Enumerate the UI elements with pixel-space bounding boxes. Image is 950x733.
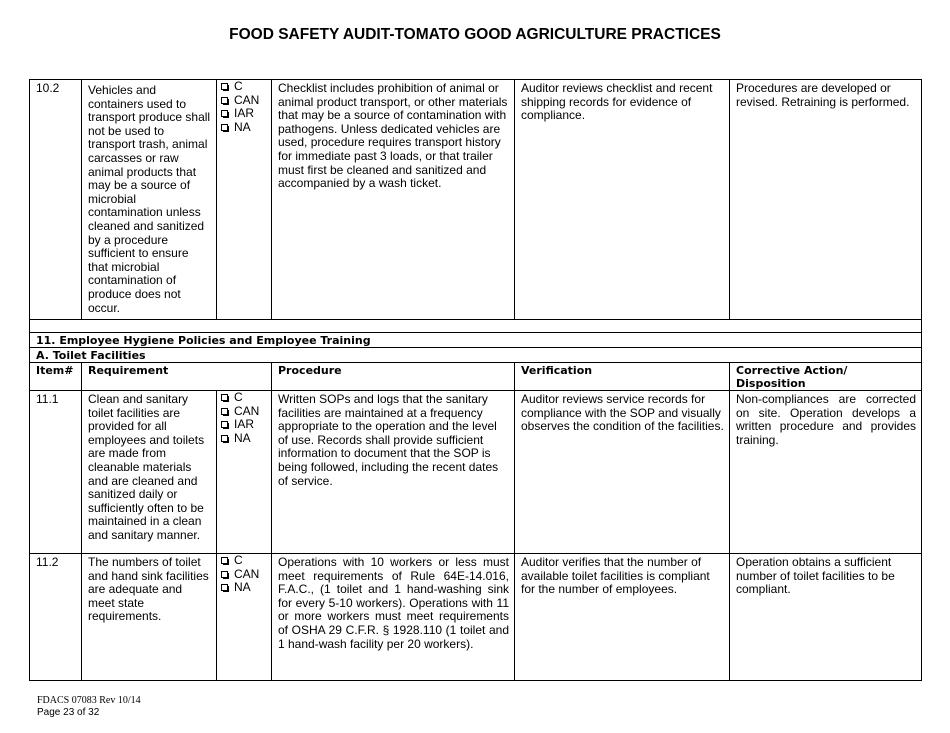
checkbox-cell	[217, 554, 272, 681]
checkbox-icon[interactable]	[221, 408, 228, 415]
spacer-row	[30, 320, 922, 333]
form-code: FDACS 07083 Rev 10/14	[37, 695, 141, 706]
checkbox-group	[221, 391, 269, 445]
verification-cell: Auditor reviews service records for compliance with the SOP and visually observes the condition of the facilities.	[515, 391, 730, 554]
item-number: 11.1	[30, 391, 82, 554]
corrective-cell: Non-compliances are corrected on site. Operation develops a written procedure and provides training.	[730, 391, 922, 554]
checkbox-icon[interactable]	[221, 394, 228, 401]
checkbox-icon[interactable]	[221, 83, 228, 90]
verification-cell: Auditor reviews checklist and recent shipping records for evidence of compliance.	[515, 80, 730, 320]
column-header-procedure: Procedure	[272, 363, 515, 391]
corrective-cell: Operation obtains a sufficient number of toilet facilities to be compliant.	[730, 554, 922, 681]
checkbox-icon[interactable]	[221, 584, 228, 591]
requirement-cell: The numbers of toilet and hand sink facilities are adequate and meet state requirements.	[82, 554, 217, 681]
procedure-cell: Operations with 10 workers or less must meet requirements of Rule 64E-14.016, F.A.C., (1 toilet and 1 hand-washing sink for every 5-10 workers). Operations with 11 or more workers must meet requirements of OSHA 29 C.F.R. § 1928.110 (1 toilet and 1 hand-wash facility per 20 workers).	[272, 554, 515, 681]
table-row	[30, 391, 922, 554]
checkbox-icon[interactable]	[221, 421, 228, 428]
procedure-cell: Checklist includes prohibition of animal or animal product transport, or other materials that may be a source of contamination with pathogens. Unless dedicated vehicles are used, procedure requires transport history for immediate past 3 loads, or that trailer must first be cleaned and sanitized and accompanied by a wash ticket.	[272, 80, 515, 320]
checkbox-icon[interactable]	[221, 97, 228, 104]
checkbox-option[interactable]: NA	[221, 121, 269, 135]
checkbox-option[interactable]: IAR	[221, 418, 269, 432]
checkbox-cell	[217, 391, 272, 554]
table-row	[30, 554, 922, 681]
checkbox-group	[221, 80, 269, 134]
checkbox-option[interactable]: C	[221, 391, 269, 405]
checkbox-option[interactable]: CAN	[221, 405, 269, 419]
checkbox-icon[interactable]	[221, 124, 228, 131]
checkbox-option[interactable]: CAN	[221, 94, 269, 108]
checkbox-group	[221, 554, 269, 595]
section-heading: 11. Employee Hygiene Policies and Employee Training	[30, 333, 922, 348]
checkbox-option[interactable]: IAR	[221, 107, 269, 121]
checkbox-cell	[217, 80, 272, 320]
checkbox-option[interactable]: CAN	[221, 568, 269, 582]
requirement-cell: Clean and sanitary toilet facilities are provided for all employees and toilets are made from cleanable materials and are cleaned and sanitized daily or sufficiently often to be maintained in a clean and sanitary manner.	[82, 391, 217, 554]
column-header-requirement: Requirement	[82, 363, 272, 391]
section-heading-row	[30, 333, 922, 348]
checkbox-icon[interactable]	[221, 571, 228, 578]
corrective-cell: Procedures are developed or revised. Retraining is performed.	[730, 80, 922, 320]
page-number: Page 23 of 32	[37, 707, 100, 718]
verification-cell: Auditor verifies that the number of available toilet facilities is compliant for the number of employees.	[515, 554, 730, 681]
item-number: 11.2	[30, 554, 82, 681]
column-header-corrective: Corrective Action/ Disposition	[730, 363, 922, 391]
audit-table	[29, 79, 922, 681]
checkbox-icon[interactable]	[221, 110, 228, 117]
item-number: 10.2	[30, 80, 82, 320]
column-header-verification: Verification	[515, 363, 730, 391]
checkbox-option[interactable]: C	[221, 80, 269, 94]
procedure-cell: Written SOPs and logs that the sanitary facilities are maintained at a frequency appropriate to the operation and the level of use. Records shall provide sufficient information to document that the SOP is being followed, including the recent dates of service.	[272, 391, 515, 554]
column-header-row	[30, 363, 922, 391]
subsection-heading-row	[30, 348, 922, 363]
page-title: FOOD SAFETY AUDIT-TOMATO GOOD AGRICULTURE PRACTICES	[229, 26, 721, 43]
checkbox-icon[interactable]	[221, 557, 228, 564]
column-header-item: Item#	[30, 363, 82, 391]
checkbox-option[interactable]: NA	[221, 432, 269, 446]
table-row	[30, 80, 922, 320]
checkbox-option[interactable]: C	[221, 554, 269, 568]
subsection-heading: A. Toilet Facilities	[30, 348, 922, 363]
checkbox-option[interactable]: NA	[221, 581, 269, 595]
page-footer	[37, 695, 141, 719]
checkbox-icon[interactable]	[221, 435, 228, 442]
requirement-cell: Vehicles and containers used to transport produce shall not be used to transport trash, animal carcasses or raw animal products that may be a source of microbial contamination unless cleaned and sanitized by a procedure sufficient to ensure that microbial contamination of produce does not occur.	[82, 80, 217, 320]
